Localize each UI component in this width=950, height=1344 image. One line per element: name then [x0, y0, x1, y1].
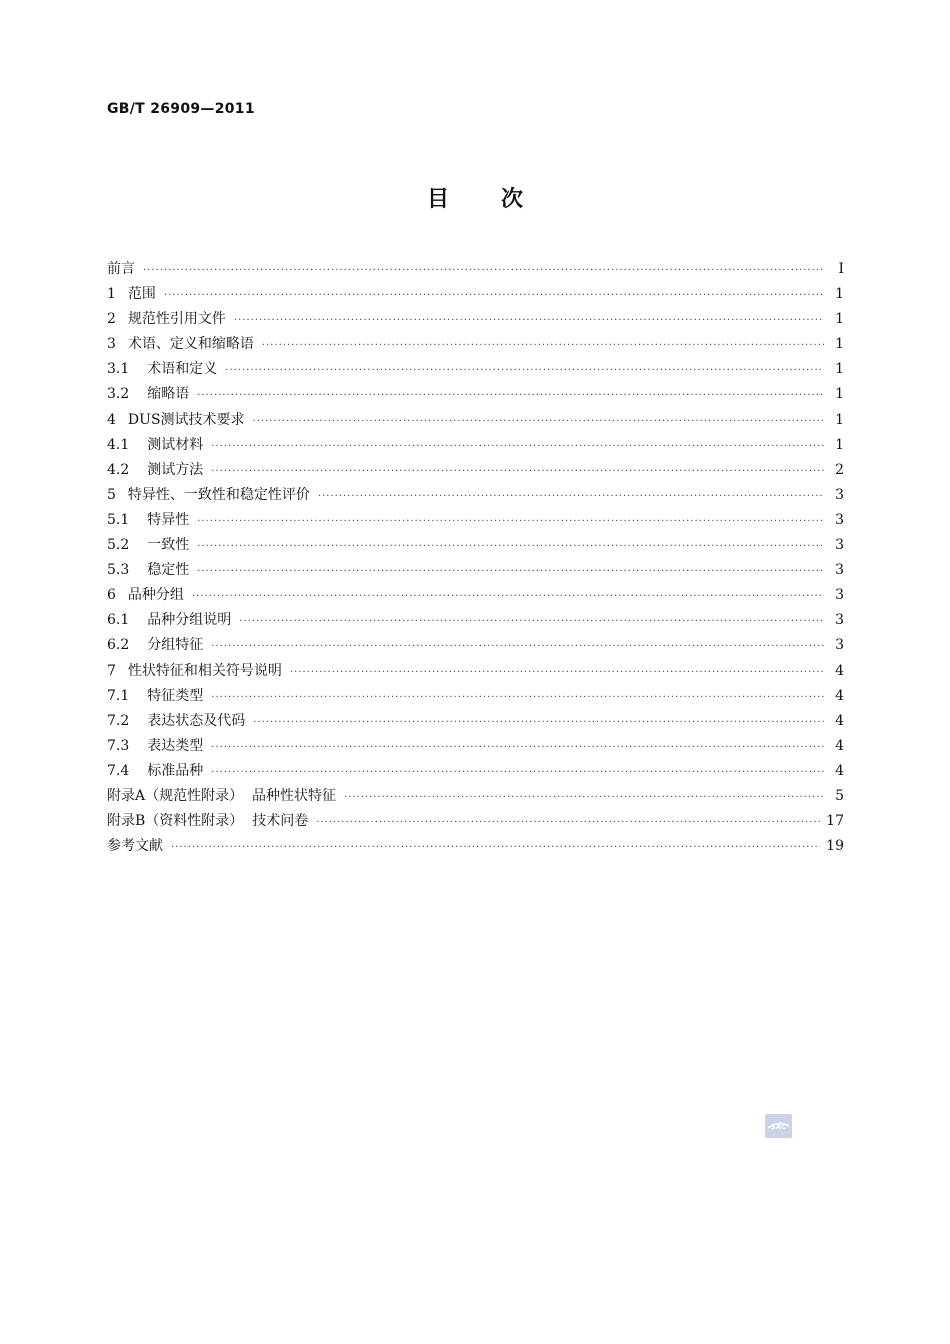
toc-entry-number: 6.1 — [107, 612, 130, 629]
toc-entry-title: 附录B（资料性附录） 技术问卷 — [107, 813, 309, 830]
toc-entry-label — [107, 584, 186, 604]
toc-entry-page: 4 — [835, 712, 844, 729]
toc-entry-number: 1 — [107, 286, 116, 303]
toc-entry-label — [107, 660, 284, 680]
toc-entry-title: DUS测试技术要求 — [127, 411, 245, 428]
toc-entry[interactable] — [107, 760, 844, 785]
toc-entry-title: 缩略语 — [147, 386, 190, 403]
toc-entry-label — [107, 835, 165, 855]
toc-entry-page: 3 — [835, 537, 844, 554]
toc-entry[interactable] — [107, 358, 844, 383]
toc-leader-dots — [344, 792, 824, 803]
toc-entry-label — [107, 810, 310, 830]
toc-leader-dots — [192, 591, 824, 602]
toc-entry-title: 特异性 — [147, 511, 190, 528]
toc-entry-label — [107, 685, 205, 705]
toc-entry[interactable] — [107, 308, 844, 333]
toc-entry-title: 测试材料 — [147, 436, 204, 453]
toc-entry[interactable] — [107, 509, 844, 534]
toc-leader-dots — [197, 541, 824, 552]
toc-leader-dots — [253, 717, 824, 728]
toc-entry-label — [107, 710, 247, 730]
toc-leader-dots — [239, 616, 824, 627]
toc-leader-dots — [211, 767, 824, 778]
toc-entry-number: 7 — [107, 662, 116, 679]
toc-entry-number: 4.2 — [107, 461, 130, 478]
toc-entry[interactable] — [107, 710, 844, 735]
toc-entry-label — [107, 383, 191, 403]
toc-entry-page: 4 — [835, 687, 844, 704]
toc-entry-title: 一致性 — [147, 537, 190, 554]
toc-leader-dots — [262, 340, 824, 351]
toc-entry[interactable] — [107, 810, 844, 835]
toc-entry[interactable] — [107, 409, 844, 434]
toc-entry-title: 稳定性 — [147, 562, 190, 579]
toc-entry[interactable] — [107, 609, 844, 634]
toc-entry-label — [107, 459, 205, 479]
toc-entry[interactable] — [107, 735, 844, 760]
toc-entry[interactable] — [107, 584, 844, 609]
toc-entry-label — [107, 283, 158, 303]
toc-leader-dots — [318, 491, 824, 502]
toc-entry-title: 规范性引用文件 — [127, 311, 226, 328]
toc-entry[interactable] — [107, 685, 844, 710]
toc-entry-label — [107, 509, 191, 529]
title-char-2: 次 — [501, 187, 524, 212]
toc-entry[interactable] — [107, 459, 844, 484]
toc-entry-label — [107, 634, 205, 654]
toc-entry-number: 3.2 — [107, 386, 130, 403]
toc-entry-page: 3 — [835, 637, 844, 654]
toc-entry-title: 表达类型 — [147, 737, 204, 754]
toc-entry-title: 性状特征和相关符号说明 — [127, 662, 282, 679]
toc-entry-title: 标准品种 — [147, 762, 204, 779]
toc-entry[interactable] — [107, 283, 844, 308]
toc-leader-dots — [211, 641, 824, 652]
toc-leader-dots — [211, 742, 824, 753]
toc-leader-dots — [225, 365, 824, 376]
toc-entry[interactable] — [107, 258, 844, 283]
toc-leader-dots — [197, 516, 824, 527]
toc-leader-dots — [211, 441, 824, 452]
toc-leader-dots — [211, 466, 824, 477]
toc-entry-label — [107, 534, 191, 554]
toc-entry-number: 3.1 — [107, 361, 130, 378]
toc-leader-dots — [253, 416, 824, 427]
toc-entry-page: 1 — [835, 411, 844, 428]
toc-entry-number: 5 — [107, 486, 116, 503]
toc-entry-number: 5.2 — [107, 537, 130, 554]
toc-entry-page: 1 — [835, 311, 844, 328]
toc-entry-number: 4.1 — [107, 436, 130, 453]
svg-text:SAC: SAC — [770, 1123, 787, 1131]
toc-entry-title: 附录A（规范性附录） 品种性状特征 — [107, 787, 337, 804]
toc-entry-page: 4 — [835, 662, 844, 679]
title-char-1: 目 — [426, 187, 449, 212]
toc-entry-page: 1 — [835, 336, 844, 353]
toc-entry-number: 7.2 — [107, 712, 130, 729]
toc-entry-label — [107, 434, 205, 454]
toc-entry-number: 3 — [107, 336, 116, 353]
toc-entry-number: 7.3 — [107, 737, 130, 754]
toc-entry[interactable] — [107, 634, 844, 659]
toc-entry-page: 3 — [835, 587, 844, 604]
toc-entry-label — [107, 333, 256, 353]
toc-leader-dots — [171, 842, 820, 853]
toc-entry-label — [107, 760, 205, 780]
toc-entry[interactable] — [107, 534, 844, 559]
toc-entry-label — [107, 409, 247, 429]
toc-entry-title: 特征类型 — [147, 687, 204, 704]
toc-entry[interactable] — [107, 333, 844, 358]
toc-leader-dots — [290, 667, 824, 678]
toc-entry[interactable] — [107, 434, 844, 459]
toc-entry-page: 1 — [835, 386, 844, 403]
toc-entry[interactable] — [107, 785, 844, 810]
standard-code: GB/T 26909—2011 — [107, 101, 255, 117]
toc-entry-number: 6.2 — [107, 637, 130, 654]
toc-entry[interactable] — [107, 559, 844, 584]
toc-entry-page: 17 — [826, 813, 844, 830]
toc-entry-number: 6 — [107, 587, 116, 604]
toc-leader-dots — [234, 315, 824, 326]
toc-entry-label — [107, 358, 219, 378]
toc-entry-title: 术语和定义 — [147, 361, 218, 378]
toc-entry-number: 7.4 — [107, 762, 130, 779]
sac-logo-icon — [765, 1114, 792, 1138]
toc-entry[interactable] — [107, 660, 844, 685]
toc-entry-label — [107, 559, 191, 579]
toc-entry-label — [107, 308, 228, 328]
toc-entry-title: 品种分组说明 — [147, 612, 232, 629]
toc-entry-page: 4 — [835, 762, 844, 779]
toc-entry-page: 3 — [835, 562, 844, 579]
toc-entry-number: 7.1 — [107, 687, 130, 704]
table-of-contents — [107, 258, 844, 860]
toc-entry-label — [107, 609, 233, 629]
toc-entry-number: 5.1 — [107, 511, 130, 528]
toc-entry-label — [107, 484, 312, 504]
toc-entry-page: 3 — [835, 511, 844, 528]
toc-entry-page: 4 — [835, 737, 844, 754]
toc-entry[interactable] — [107, 484, 844, 509]
toc-leader-dots — [211, 692, 824, 703]
toc-entry-page: 3 — [835, 486, 844, 503]
toc-leader-dots — [316, 817, 820, 828]
toc-entry-number: 5.3 — [107, 562, 130, 579]
toc-entry-title: 测试方法 — [147, 461, 204, 478]
toc-entry-label — [107, 258, 137, 278]
toc-leader-dots — [143, 265, 824, 276]
toc-entry-title: 表达状态及代码 — [147, 712, 246, 729]
toc-entry[interactable] — [107, 835, 844, 860]
toc-entry-title: 参考文献 — [107, 838, 163, 855]
toc-entry-number: 2 — [107, 311, 116, 328]
toc-entry-title: 术语、定义和缩略语 — [127, 336, 254, 353]
toc-entry-page: 19 — [826, 838, 844, 855]
toc-leader-dots — [164, 290, 824, 301]
toc-entry-label — [107, 735, 205, 755]
toc-entry-page: 5 — [835, 787, 844, 804]
toc-leader-dots — [197, 390, 824, 401]
toc-entry-page: 1 — [835, 361, 844, 378]
toc-entry-number: 4 — [107, 411, 116, 428]
page-title — [0, 182, 950, 213]
toc-entry[interactable] — [107, 383, 844, 408]
toc-entry-page: 2 — [835, 461, 844, 478]
toc-leader-dots — [197, 566, 824, 577]
toc-entry-page: 1 — [835, 286, 844, 303]
toc-entry-title: 前言 — [107, 261, 135, 277]
toc-entry-page: Ⅰ — [838, 261, 844, 277]
toc-entry-title: 分组特征 — [147, 637, 204, 654]
toc-entry-title: 品种分组 — [127, 587, 184, 604]
toc-entry-title: 范围 — [127, 286, 156, 303]
toc-entry-label — [107, 785, 338, 805]
toc-entry-page: 1 — [835, 436, 844, 453]
toc-entry-page: 3 — [835, 612, 844, 629]
toc-entry-title: 特异性、一致性和稳定性评价 — [127, 486, 310, 503]
